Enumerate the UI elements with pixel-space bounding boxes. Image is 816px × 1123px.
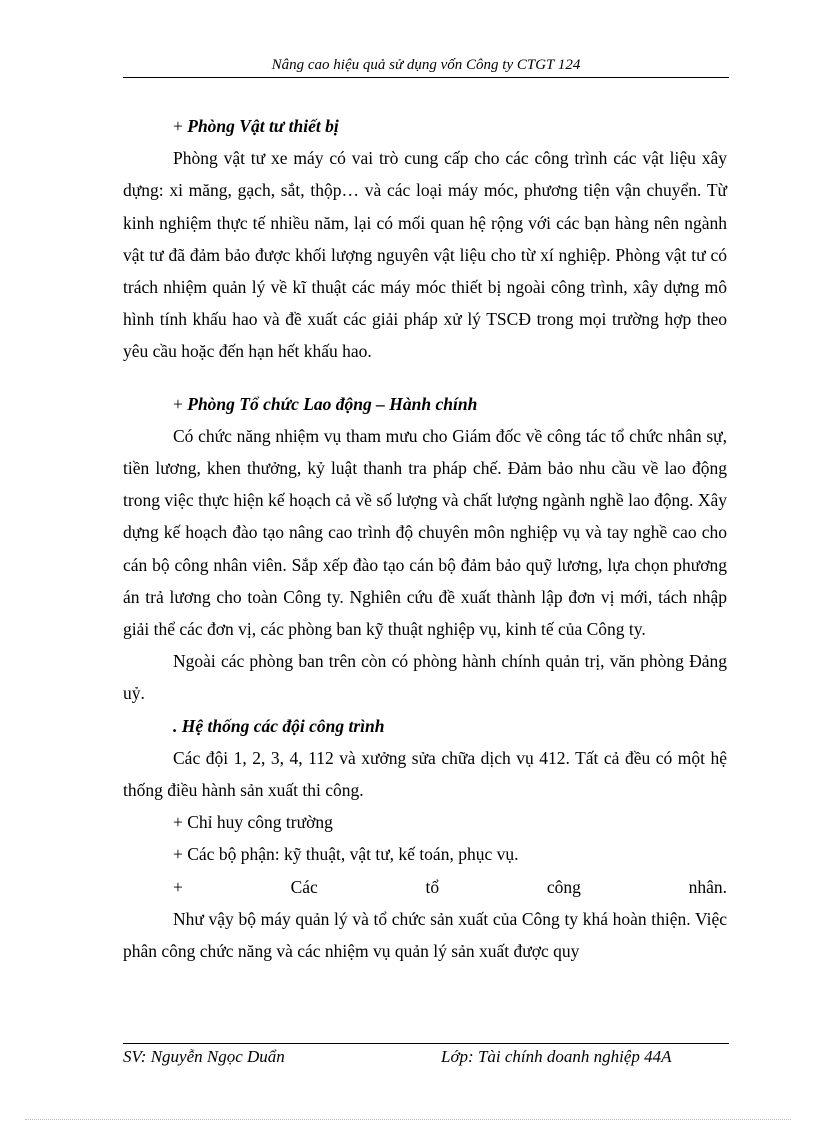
paragraph-to-chuc: Có chức năng nhiệm vụ tham mưu cho Giám đốc về công tác tổ chức nhân sự, tiền lương, khen thưởng, kỷ luật thanh tra pháp chế. Đảm bảo nhu cầu về lao động trong việc thực hiện kế hoạch cả về số lượng và chất lượng ngành nghề lao động. Xây dựng kế hoạch đào tạo nâng cao trình độ chuyên môn nghiệp vụ và tay nghề cao cho cán bộ công nhân viên. Sắp xếp đào tạo cán bộ đảm bảo quỹ lương, lựa chọn phương án trả lương cho toàn Công ty. Nghiên cứu đề xuất thành lập đơn vị mới, tách nhập giải thể các đơn vị, các phòng ban kỹ thuật nghiệp vụ, kinh tế của Công ty. [123, 425, 727, 640]
heading-text: Phòng Vật tư thiết bị [187, 116, 339, 136]
section-heading-vat-tu [123, 110, 727, 142]
paragraph-phong-ban-khac: Ngoài các phòng ban trên còn có phòng hành chính quản trị, văn phòng Đảng uỷ. [123, 651, 727, 704]
footer-student: SV: Nguyễn Ngọc Duẩn [123, 1047, 285, 1066]
page-edge [25, 1119, 791, 1120]
header-title: Nâng cao hiệu quả sử dụng vốn Công ty CTGT 124 [271, 57, 581, 73]
section-heading-doi-cong-trinh: . Hệ thống các đội công trình [173, 715, 385, 736]
list-item: + Chỉ huy công trường [173, 812, 333, 833]
footer-class: Lớp: Tài chính doanh nghiệp 44A [441, 1047, 672, 1066]
section-heading-to-chuc [123, 388, 727, 420]
header-divider [123, 77, 729, 78]
paragraph-closing: Như vậy bộ máy quản lý và tổ chức sản xuất của Công ty khá hoàn thiện. Việc phân công chức năng và các nhiệm vụ quản lý sản xuất được quy [123, 908, 727, 962]
paragraph-vat-tu: Phòng vật tư xe máy có vai trò cung cấp cho các công trình các vật liệu xây dựng: xi măng, gạch, sắt, thộp… và các loại máy móc, phương tiện vận chuyển. Từ kinh nghiệm thực tế nhiều năm, lại có mối quan hệ rộng với các bạn hàng nên ngành vật tư đã đảm bảo được khối lượng nguyên vật liệu cho từ xí nghiệp. Phòng vật tư có trách nhiệm quản lý về kĩ thuật các máy móc thiết bị ngoài công trình, xây dựng mô hình tính khấu hao và đề xuất các giải pháp xử lý TSCĐ trong mọi trường hợp theo yêu cầu hoặc đến hạn hết khấu hao. [123, 148, 727, 362]
list-item: + Các bộ phận: kỹ thuật, vật tư, kế toán, phục vụ. [173, 844, 519, 865]
footer-divider [123, 1043, 729, 1044]
heading-marker: + [173, 116, 188, 136]
heading-marker: + [173, 393, 188, 414]
page-content [123, 110, 727, 967]
paragraph-doi-cong-trinh: Các đội 1, 2, 3, 4, 112 và xưởng sửa chữa dịch vụ 412. Tất cả đều có một hệ thống điều hành sản xuất thi công. [123, 747, 727, 801]
list-item: + Các tổ công nhân. [173, 876, 727, 897]
heading-text: Phòng Tổ chức Lao động – Hành chính [187, 393, 478, 414]
